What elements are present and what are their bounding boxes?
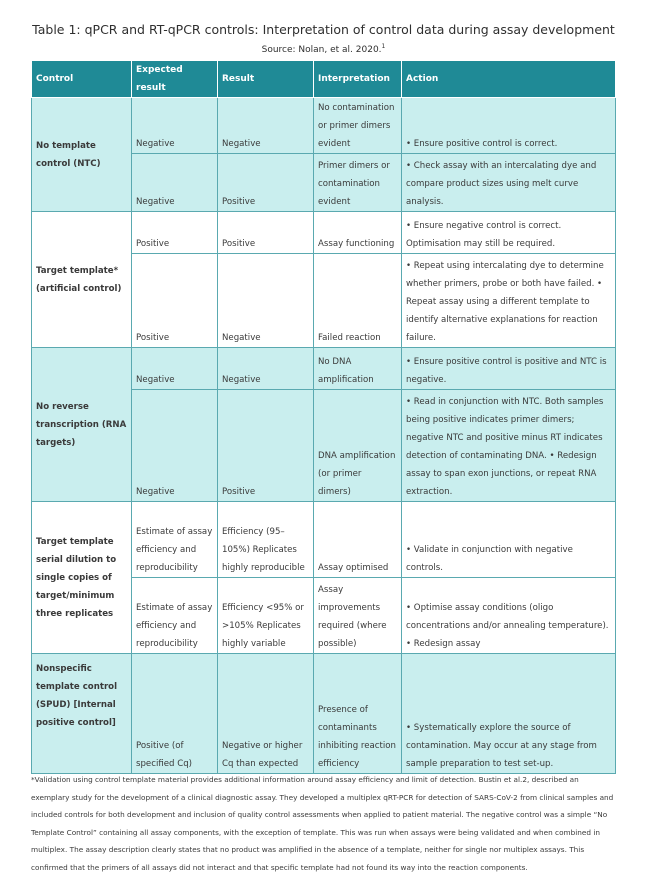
action-cell: • Ensure negative control is correct. Optimisation may still be required. (402, 212, 616, 254)
table-title: Table 1: qPCR and RT-qPCR controls: Interpretation of control data during assay development (32, 22, 615, 37)
interpretation-cell: Failed reaction (314, 254, 402, 348)
action-cell: • Read in conjunction with NTC. Both samples being positive indicates primer dimers; negative NTC and positive minus RT indicates detection of contaminating DNA. • Redesign assay to span exon junctions, or repeat RNA extraction. (402, 390, 616, 502)
header-action: Action (402, 61, 616, 98)
result-cell: Efficiency (95–105%) Replicates highly reproducible (218, 502, 314, 578)
controls-table (31, 60, 616, 774)
table-row (32, 348, 616, 390)
control-name: Target template* (artificial control) (32, 212, 132, 348)
source-reference: 1 (381, 43, 386, 50)
table-footnote: *Validation using control template material provides additional information around assay efficiency and limit of detection. Bustin et al.2, described an exemplary study for the development of a clinical diagnostic assay. They developed a multiplex qRT-PCR for detection of SARS-CoV-2 from clinical samples and included controls for both development and inclusion of quality control assessments when applied to patient material. The negative control was a simple “No Template Control” containing all assay components, with the exception of template. This was run when assays were being validated and when combined in multiplex. The assay description clearly states that no product was amplified in the absence of a template, neither for single nor multiplex assays. This confirmed that the primers of all assays did not interact and that specific template had not found its way into the reaction components. (31, 775, 614, 872)
expected-result-cell: Negative (132, 348, 218, 390)
expected-result-cell: Positive (of specified Cq) (132, 654, 218, 774)
expected-result-cell: Negative (132, 390, 218, 502)
result-cell: Positive (218, 212, 314, 254)
interpretation-cell: No DNA amplification (314, 348, 402, 390)
interpretation-cell: Assay functioning (314, 212, 402, 254)
action-cell: • Ensure positive control is positive and NTC is negative. (402, 348, 616, 390)
interpretation-cell: Presence of contaminants inhibiting reaction efficiency (314, 654, 402, 774)
header-result: Result (218, 61, 314, 98)
table-row (32, 212, 616, 254)
control-name: No reverse transcription (RNA targets) (32, 348, 132, 502)
table-header-row (32, 61, 616, 98)
header-interpretation: Interpretation (314, 61, 402, 98)
expected-result-cell: Estimate of assay efficiency and reproducibility (132, 578, 218, 654)
table-row (32, 502, 616, 578)
expected-result-cell: Negative (132, 154, 218, 212)
control-name: Target template serial dilution to single copies of target/minimum three replicates (32, 502, 132, 654)
table-source (0, 43, 647, 55)
result-cell: Efficiency <95% or >105% Replicates highly variable (218, 578, 314, 654)
control-name: No template control (NTC) (32, 98, 132, 212)
result-cell: Negative (218, 254, 314, 348)
interpretation-cell: No contamination or primer dimers evident (314, 98, 402, 154)
header-control: Control (32, 61, 132, 98)
result-cell: Positive (218, 390, 314, 502)
action-cell: • Optimise assay conditions (oligo concentrations and/or annealing temperature). • Redesign assay (402, 578, 616, 654)
expected-result-cell: Positive (132, 212, 218, 254)
interpretation-cell: DNA amplification (or primer dimers) (314, 390, 402, 502)
action-cell: • Systematically explore the source of contamination. May occur at any stage from sample preparation to test set-up. (402, 654, 616, 774)
result-cell: Negative (218, 98, 314, 154)
table-row (32, 654, 616, 774)
action-cell: • Check assay with an intercalating dye and compare product sizes using melt curve analysis. (402, 154, 616, 212)
action-cell: • Ensure positive control is correct. (402, 98, 616, 154)
source-text: Source: Nolan, et al. 2020. (261, 45, 382, 55)
action-cell: • Repeat using intercalating dye to determine whether primers, probe or both have failed. • Repeat assay using a different template to identify alternative explanations for reaction failure. (402, 254, 616, 348)
result-cell: Negative (218, 348, 314, 390)
control-name: Nonspecific template control (SPUD) [Internal positive control] (32, 654, 132, 774)
result-cell: Negative or higher Cq than expected (218, 654, 314, 774)
interpretation-cell: Assay optimised (314, 502, 402, 578)
expected-result-cell: Positive (132, 254, 218, 348)
interpretation-cell: Assay improvements required (where possible) (314, 578, 402, 654)
header-expected-result: Expected result (132, 61, 218, 98)
result-cell: Positive (218, 154, 314, 212)
table-row (32, 98, 616, 154)
expected-result-cell: Negative (132, 98, 218, 154)
action-cell: • Validate in conjunction with negative controls. (402, 502, 616, 578)
interpretation-cell: Primer dimers or contamination evident (314, 154, 402, 212)
expected-result-cell: Estimate of assay efficiency and reproducibility (132, 502, 218, 578)
